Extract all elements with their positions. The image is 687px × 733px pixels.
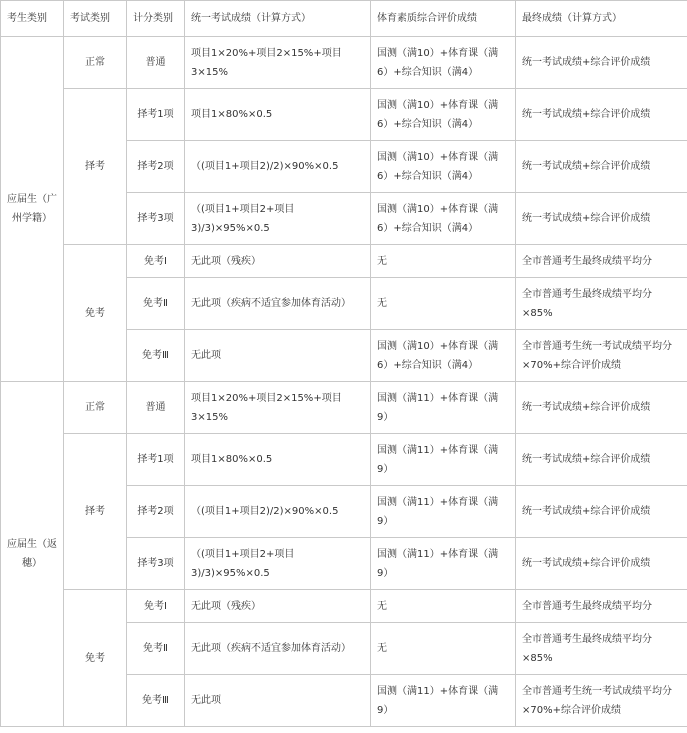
- pe-cell: 国测（满10）+体育课（满6）+综合知识（满4）: [371, 330, 516, 382]
- score-type-cell: 择考3项: [127, 538, 185, 590]
- unified-cell: （(项目1+项目2+项目3)/3)×95%×0.5: [185, 538, 371, 590]
- table-header-row: [1, 1, 687, 37]
- score-type-cell: 普通: [127, 382, 185, 434]
- final-cell: 全市普通考生最终成绩平均分: [516, 590, 687, 623]
- unified-cell: 无此项（残疾）: [185, 590, 371, 623]
- final-cell: 统一考试成绩+综合评价成绩: [516, 89, 687, 141]
- unified-cell: 项目1×20%+项目2×15%+项目3×15%: [185, 37, 371, 89]
- table-row: [1, 382, 687, 434]
- score-type-cell: 免考Ⅱ: [127, 278, 185, 330]
- final-cell: 统一考试成绩+综合评价成绩: [516, 382, 687, 434]
- pe-cell: 无: [371, 623, 516, 675]
- pe-cell: 无: [371, 590, 516, 623]
- pe-cell: 无: [371, 245, 516, 278]
- score-type-cell: 普通: [127, 37, 185, 89]
- score-type-cell: 免考Ⅰ: [127, 245, 185, 278]
- pe-cell: 国测（满11）+体育课（满9）: [371, 675, 516, 727]
- score-type-cell: 免考Ⅱ: [127, 623, 185, 675]
- header-unified: 统一考试成绩（计算方式）: [185, 1, 371, 37]
- pe-cell: 国测（满11）+体育课（满9）: [371, 538, 516, 590]
- exam-type-cell: 免考: [64, 245, 127, 382]
- score-type-cell: 择考1项: [127, 89, 185, 141]
- pe-cell: 国测（满11）+体育课（满9）: [371, 382, 516, 434]
- pe-cell: 无: [371, 278, 516, 330]
- unified-cell: 项目1×80%×0.5: [185, 434, 371, 486]
- unified-cell: 无此项（疾病不适宜参加体育活动）: [185, 278, 371, 330]
- unified-cell: 无此项（疾病不适宜参加体育活动）: [185, 623, 371, 675]
- final-cell: 统一考试成绩+综合评价成绩: [516, 486, 687, 538]
- score-type-cell: 择考2项: [127, 141, 185, 193]
- final-cell: 全市普通考生最终成绩平均分: [516, 245, 687, 278]
- header-exam-type: 考试类别: [64, 1, 127, 37]
- exam-type-cell: 择考: [64, 89, 127, 245]
- exam-type-cell: 免考: [64, 590, 127, 727]
- table-row: [1, 245, 687, 278]
- table-row: [1, 89, 687, 141]
- score-type-cell: 择考1项: [127, 434, 185, 486]
- unified-cell: 无此项: [185, 675, 371, 727]
- exam-type-cell: 择考: [64, 434, 127, 590]
- table-row: [1, 434, 687, 486]
- exam-type-cell: 正常: [64, 37, 127, 89]
- table-row: [1, 37, 687, 89]
- unified-cell: 项目1×80%×0.5: [185, 89, 371, 141]
- score-type-cell: 免考Ⅰ: [127, 590, 185, 623]
- final-cell: 全市普通考生统一考试成绩平均分×70%+综合评价成绩: [516, 675, 687, 727]
- header-pe: 体育素质综合评价成绩: [371, 1, 516, 37]
- score-type-cell: 免考Ⅲ: [127, 330, 185, 382]
- category-cell: 应届生（返穗）: [1, 382, 64, 727]
- exam-type-cell: 正常: [64, 382, 127, 434]
- header-score-type: 计分类别: [127, 1, 185, 37]
- pe-cell: 国测（满11）+体育课（满9）: [371, 434, 516, 486]
- unified-cell: （(项目1+项目2)/2)×90%×0.5: [185, 486, 371, 538]
- final-cell: 统一考试成绩+综合评价成绩: [516, 141, 687, 193]
- final-cell: 统一考试成绩+综合评价成绩: [516, 37, 687, 89]
- unified-cell: （(项目1+项目2)/2)×90%×0.5: [185, 141, 371, 193]
- final-cell: 全市普通考生统一考试成绩平均分×70%+综合评价成绩: [516, 330, 687, 382]
- unified-cell: 无此项（残疾）: [185, 245, 371, 278]
- category-cell: 应届生（广州学籍）: [1, 37, 64, 382]
- score-type-cell: 择考3项: [127, 193, 185, 245]
- pe-cell: 国测（满10）+体育课（满6）+综合知识（满4）: [371, 89, 516, 141]
- final-cell: 全市普通考生最终成绩平均分×85%: [516, 278, 687, 330]
- unified-cell: （(项目1+项目2+项目3)/3)×95%×0.5: [185, 193, 371, 245]
- pe-cell: 国测（满10）+体育课（满6）+综合知识（满4）: [371, 37, 516, 89]
- final-cell: 统一考试成绩+综合评价成绩: [516, 434, 687, 486]
- pe-cell: 国测（满10）+体育课（满6）+综合知识（满4）: [371, 193, 516, 245]
- final-cell: 统一考试成绩+综合评价成绩: [516, 193, 687, 245]
- pe-cell: 国测（满10）+体育课（满6）+综合知识（满4）: [371, 141, 516, 193]
- score-type-cell: 择考2项: [127, 486, 185, 538]
- unified-cell: 项目1×20%+项目2×15%+项目3×15%: [185, 382, 371, 434]
- score-type-cell: 免考Ⅲ: [127, 675, 185, 727]
- header-final: 最终成绩（计算方式）: [516, 1, 687, 37]
- final-cell: 统一考试成绩+综合评价成绩: [516, 538, 687, 590]
- unified-cell: 无此项: [185, 330, 371, 382]
- header-category: 考生类别: [1, 1, 64, 37]
- final-cell: 全市普通考生最终成绩平均分×85%: [516, 623, 687, 675]
- table-row: [1, 590, 687, 623]
- pe-cell: 国测（满11）+体育课（满9）: [371, 486, 516, 538]
